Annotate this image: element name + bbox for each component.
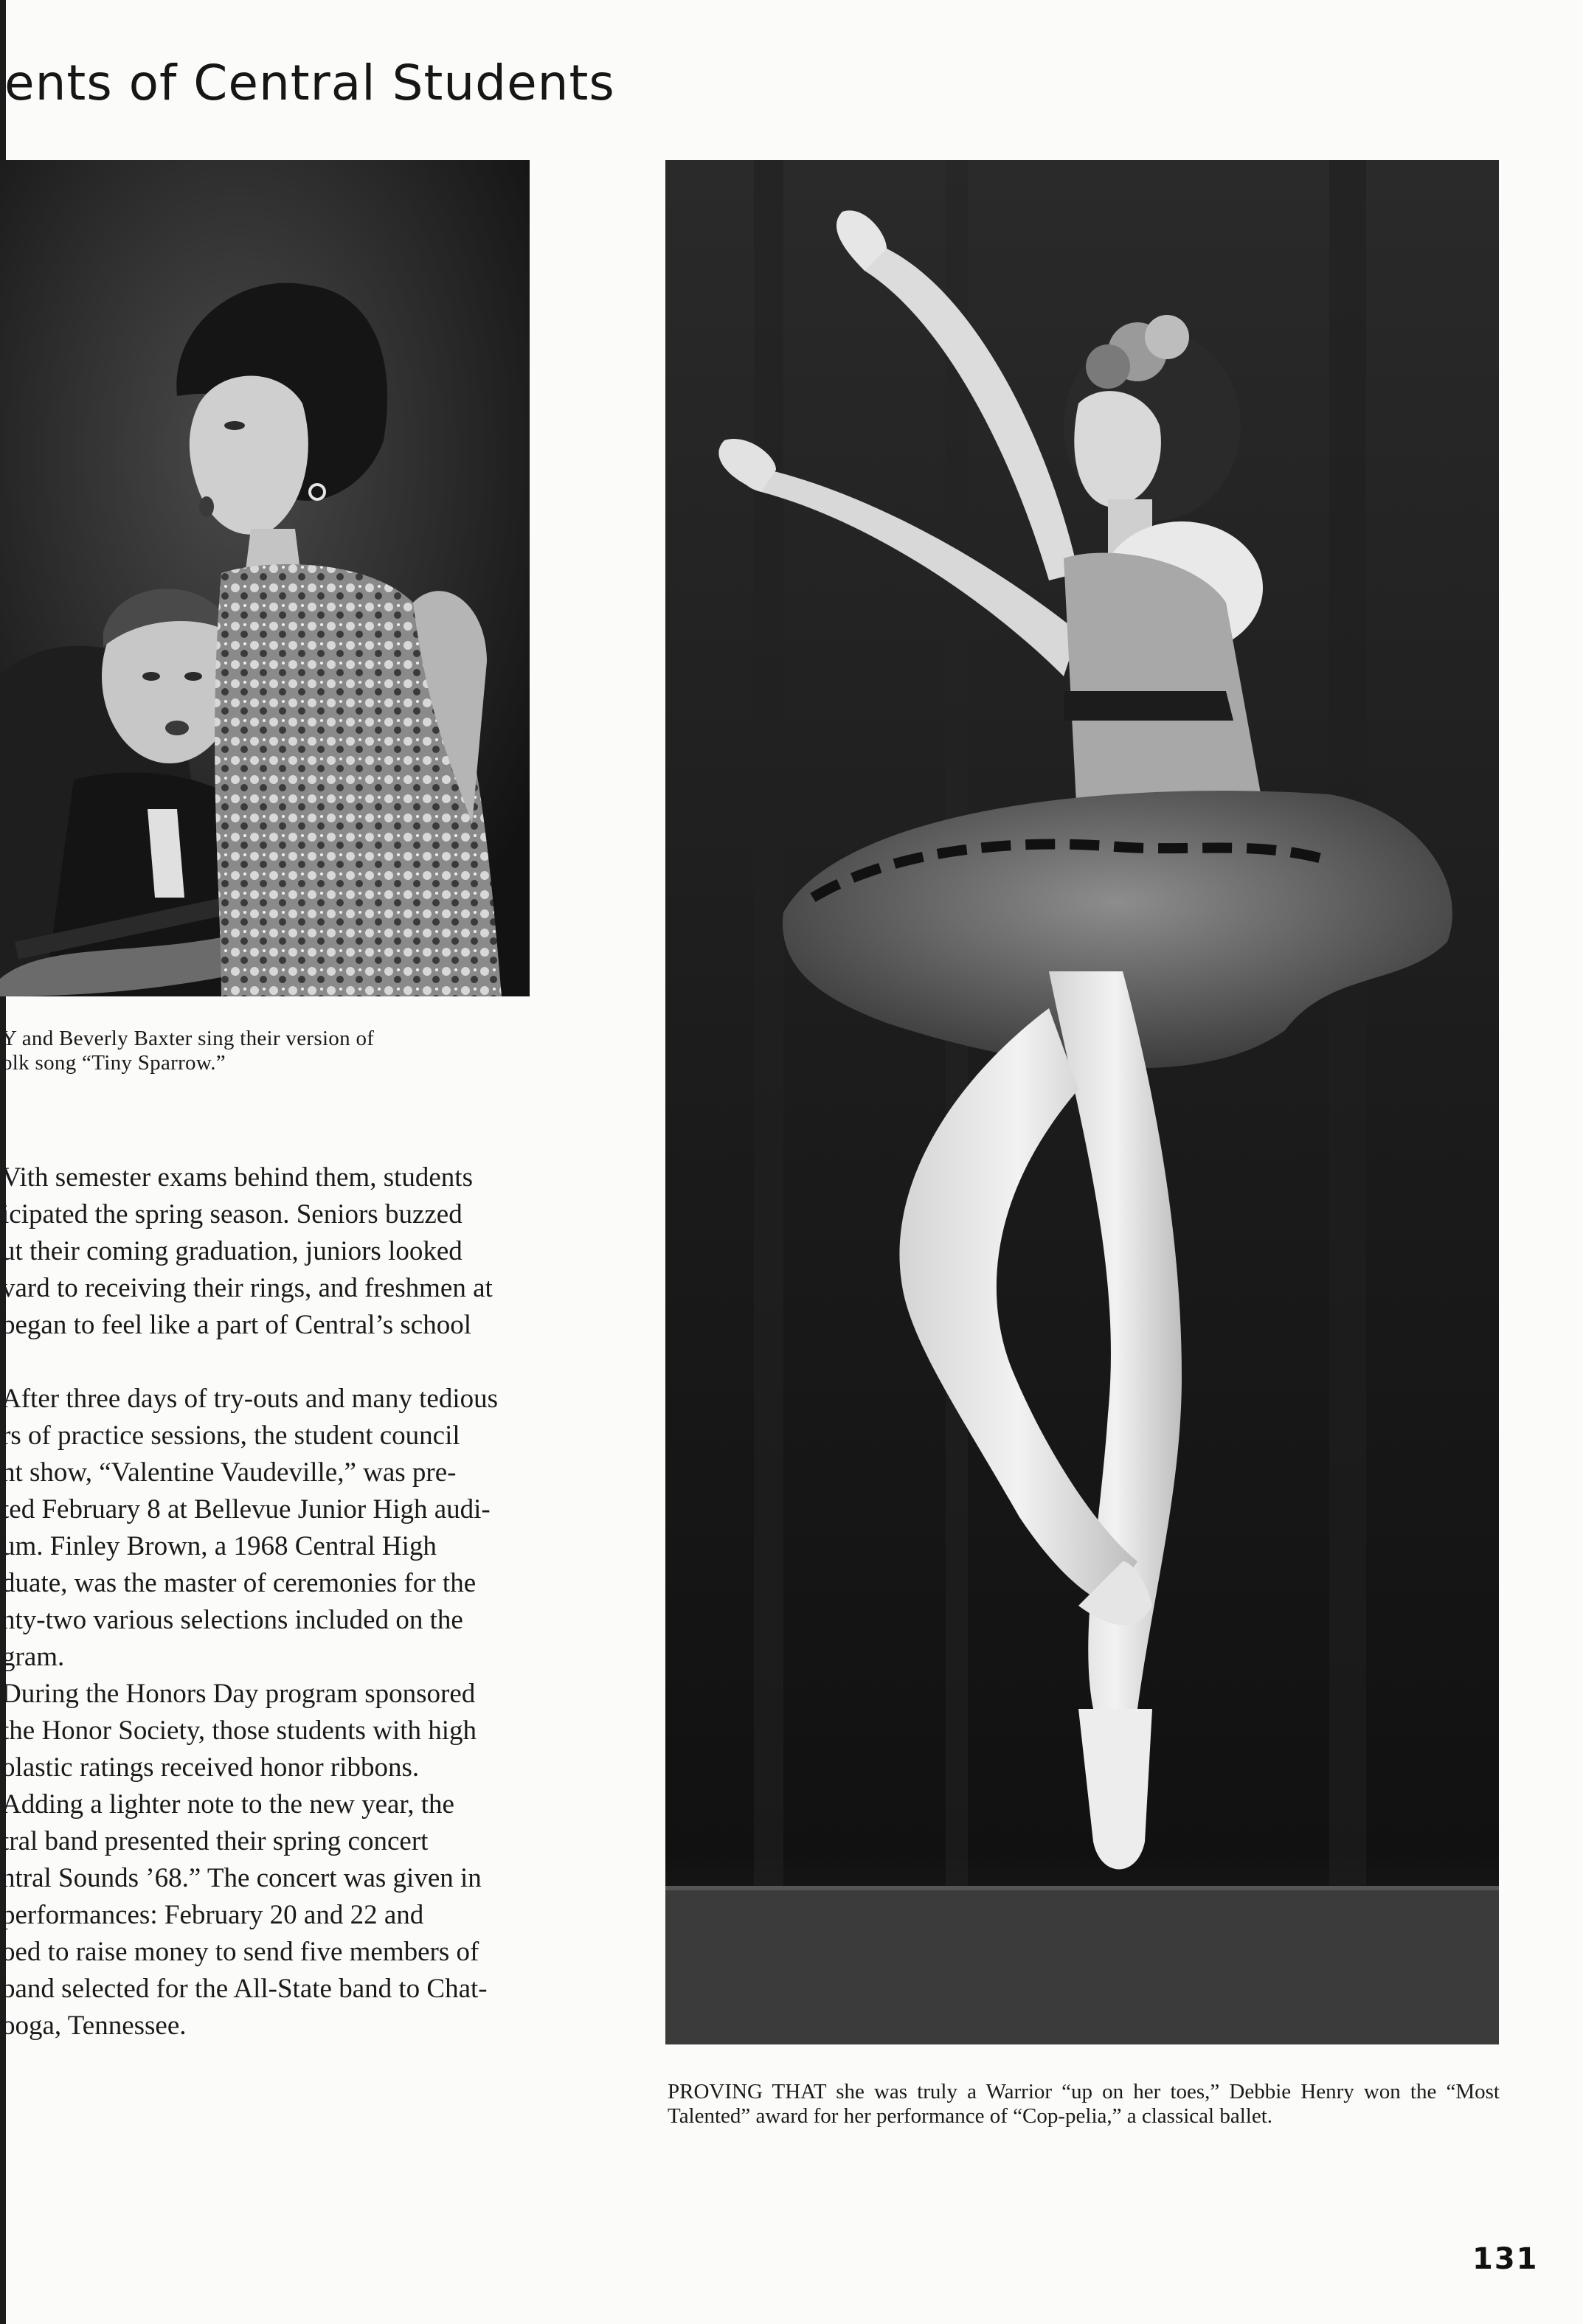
body-line: icipated the spring season. Seniors buzzed	[1, 1199, 463, 1229]
ballet-photo	[665, 160, 1499, 2044]
body-line: After three days of try-outs and many tedious	[1, 1384, 499, 1414]
body-line: um. Finley Brown, a 1968 Central High	[1, 1531, 437, 1561]
ballet-caption: PROVING THAT she was truly a Warrior “up on her toes,” Debbie Henry won the “Most Talented” award for her performance of “Cop-pelia,” a classical ballet.	[668, 2080, 1500, 2128]
body-line: nt show, “Valentine Vaudeville,” was pre-	[1, 1457, 457, 1488]
body-line: nty-two various selections included on the	[1, 1605, 463, 1635]
singers-caption-line-2: olk song “Tiny Sparrow.”	[1, 1051, 226, 1075]
body-line: ooga, Tennessee.	[1, 2011, 187, 2041]
body-line: ntral Sounds ’68.” The concert was given in	[1, 1863, 482, 1893]
body-line: ted February 8 at Bellevue Junior High audi-	[1, 1494, 491, 1525]
body-line: vard to receiving their rings, and freshmen at	[1, 1273, 493, 1303]
body-line: During the Honors Day program sponsored	[1, 1679, 476, 1709]
singers-caption	[1, 1027, 533, 1075]
body-line: the Honor Society, those students with high	[1, 1716, 477, 1746]
body-line: rs of practice sessions, the student council	[1, 1421, 460, 1451]
body-line: tral band presented their spring concert	[1, 1826, 429, 1856]
singers-photo	[0, 160, 530, 996]
body-line: oed to raise money to send five members of	[1, 1937, 479, 1967]
body-line: olastic ratings received honor ribbons.	[1, 1752, 420, 1783]
body-line: Adding a lighter note to the new year, the	[1, 1789, 454, 1820]
body-line: duate, was the master of ceremonies for the	[1, 1568, 477, 1598]
singers-caption-line-1: Y and Beverly Baxter sing their version of	[1, 1027, 375, 1050]
page-heading: ents of Central Students	[4, 55, 615, 111]
body-line: Vith semester exams behind them, students	[1, 1162, 473, 1193]
body-line: gram.	[1, 1642, 65, 1672]
body-line: ut their coming graduation, juniors looked	[1, 1236, 463, 1266]
page-number: 131	[1472, 2242, 1539, 2276]
body-line: performances: February 20 and 22 and	[1, 1900, 424, 1930]
ballet-photo-art	[665, 160, 1499, 2044]
body-line	[1, 1344, 592, 1381]
singers-photo-art	[0, 160, 530, 996]
article-body	[1, 1159, 592, 2044]
body-line: began to feel like a part of Central’s school	[1, 1310, 472, 1340]
body-line: band selected for the All-State band to Chat-	[1, 1974, 488, 2004]
